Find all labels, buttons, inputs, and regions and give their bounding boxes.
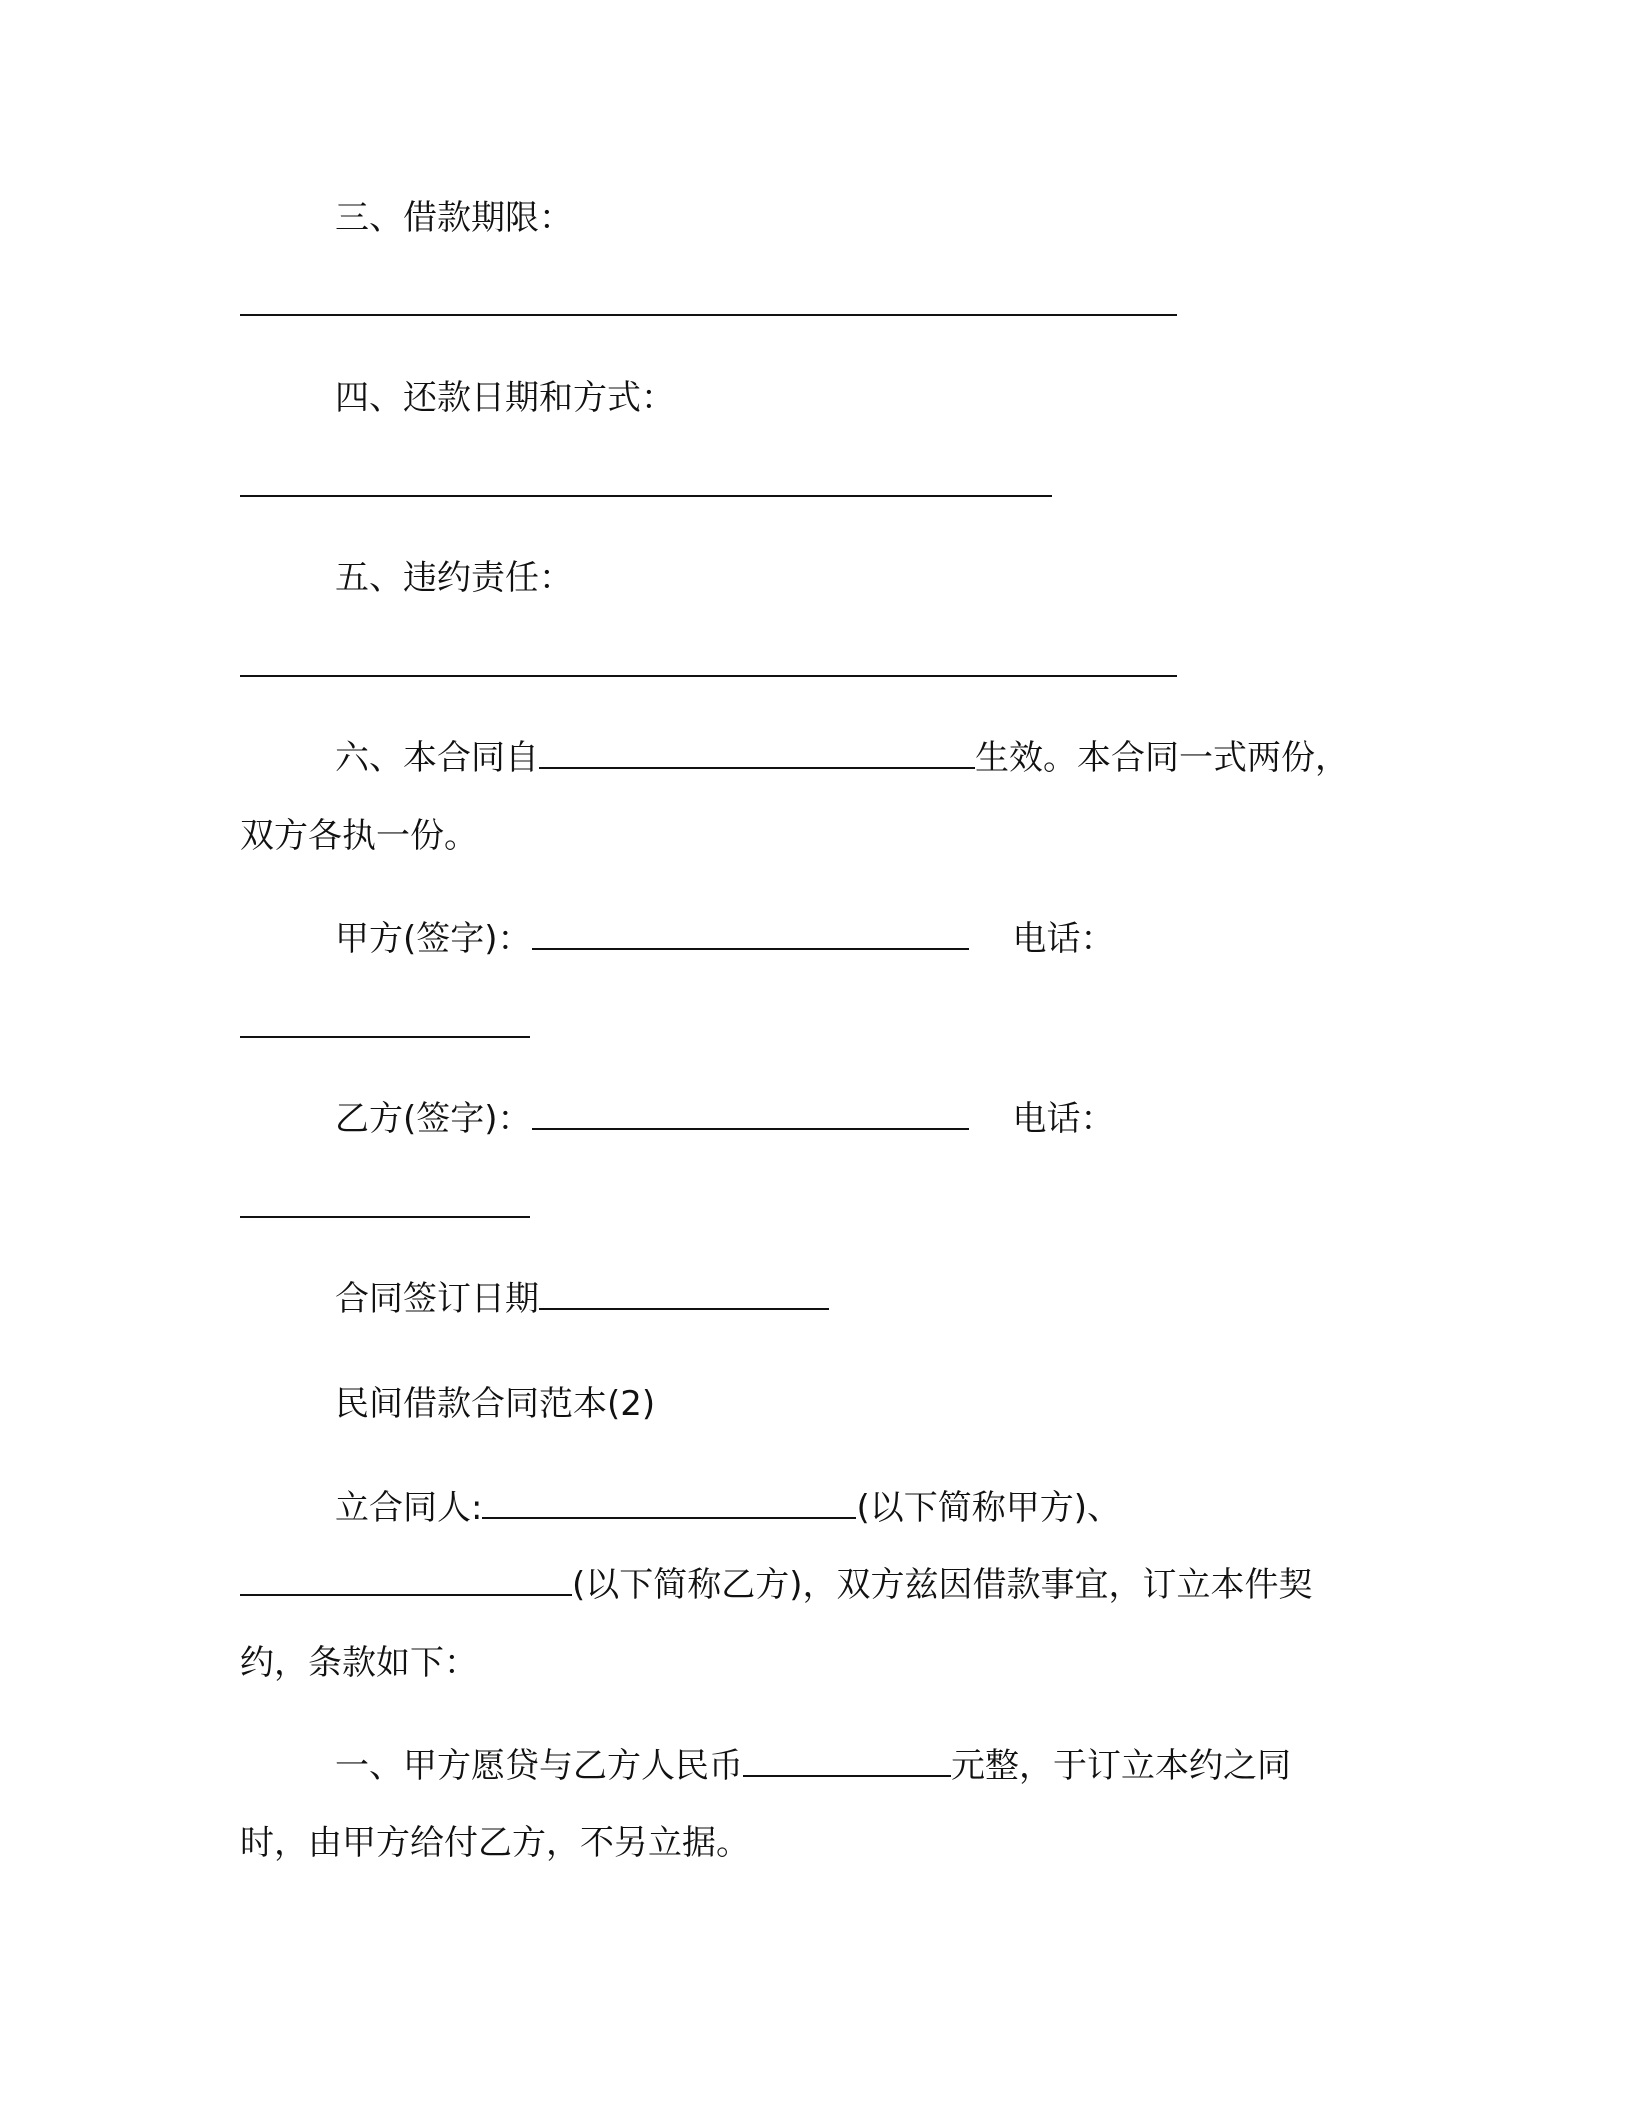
party-b-label: 乙方(签字)： xyxy=(335,1099,532,1139)
fill-in-party-a-name[interactable] xyxy=(482,1487,856,1519)
fill-in-party-a-signature[interactable] xyxy=(532,918,969,950)
fill-in-sign-date[interactable] xyxy=(539,1278,829,1310)
party-b-row xyxy=(335,1097,1115,1141)
party-b-name-row xyxy=(240,1563,1313,1607)
fill-in-line-repayment[interactable] xyxy=(240,495,1052,497)
contract-party-label: 立合同人: xyxy=(335,1488,483,1528)
party-a-phone-label: 电话： xyxy=(1012,919,1115,959)
fill-in-effective-date[interactable] xyxy=(539,737,975,769)
contract-party-row xyxy=(335,1486,1121,1530)
party-a-label: 甲方(签字)： xyxy=(335,919,532,959)
section6-suffix: 生效。本合同一式两份， xyxy=(975,738,1349,778)
sign-date-label: 合同签订日期 xyxy=(335,1279,539,1319)
sign-date-row xyxy=(335,1277,829,1321)
party-a-row xyxy=(335,917,1115,961)
abbr-party-a: (以下简称甲方)、 xyxy=(856,1488,1121,1528)
fill-in-loan-amount[interactable] xyxy=(743,1745,951,1777)
section3-heading: 三、借款期限： xyxy=(335,198,573,238)
fill-in-line-loan-term[interactable] xyxy=(240,314,1177,316)
section6-prefix: 六、本合同自 xyxy=(335,738,539,778)
abbr-party-b: (以下简称乙方)，双方兹因借款事宜，订立本件契 xyxy=(572,1565,1313,1605)
fill-in-party-a-phone[interactable] xyxy=(240,1036,530,1038)
fill-in-line-liability[interactable] xyxy=(240,675,1177,677)
section6-line2: 双方各执一份。 xyxy=(240,816,478,856)
template2-title: 民间借款合同范本(2) xyxy=(335,1384,656,1424)
section6-line1 xyxy=(335,736,1349,780)
clause1-line2: 时，由甲方给付乙方，不另立据。 xyxy=(240,1823,750,1863)
fill-in-party-b-phone[interactable] xyxy=(240,1216,530,1218)
clause1-line1 xyxy=(335,1744,1291,1788)
party-b-phone-label: 电话： xyxy=(1012,1099,1115,1139)
clause1-suffix: 元整，于订立本约之同 xyxy=(951,1746,1291,1786)
section5-heading: 五、违约责任： xyxy=(335,558,573,598)
clause1-prefix: 一、甲方愿贷与乙方人民币 xyxy=(335,1746,743,1786)
section4-heading: 四、还款日期和方式： xyxy=(335,378,675,418)
fill-in-party-b-name[interactable] xyxy=(240,1564,572,1596)
terms-intro: 约，条款如下： xyxy=(240,1643,478,1683)
fill-in-party-b-signature[interactable] xyxy=(532,1098,969,1130)
